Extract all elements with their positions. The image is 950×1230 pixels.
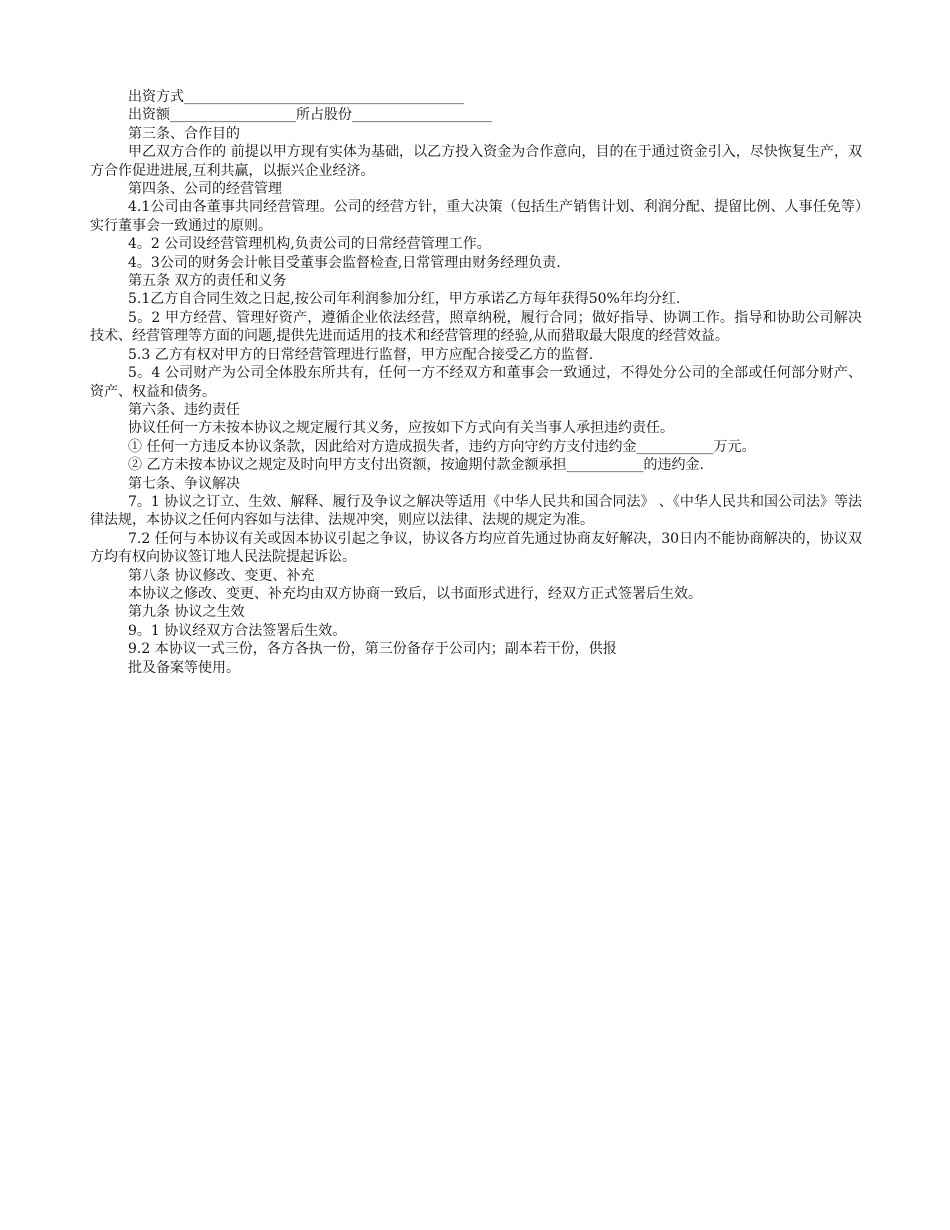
paragraph: 甲乙双方合作的 前提以甲方现有实体为基础，以乙方投入资金为合作意向，目的在于通过资金引入，尽快恢复生产，双方合作促进进展,互利共赢，以振兴企业经济。 (90, 144, 862, 179)
paragraph: 7.2 任何与本协议有关或因本协议引起之争议，协议各方均应首先通过协商友好解决，30日内不能协商解决的，协议双方均有权向协议签订地人民法院提起诉讼。 (90, 530, 862, 566)
paragraph: 5。2 甲方经营、管理好资产，遵循企业依法经营，照章纳税，履行合同；做好指导、协调工作。指导和协助公司解决技术、经营管理等方面的问题,提供先进而适用的技术和经营管理的经验,从而猎取最大限度的经营效益。 (90, 309, 862, 345)
section-heading: 第八条 协议修改、变更、补充 (128, 567, 315, 584)
section-heading: 第三条、合作目的 (128, 125, 240, 142)
section-heading: 第五条 双方的责任和义务 (128, 273, 287, 290)
document-body (90, 88, 862, 677)
paragraph: 协议任何一方未按本协议之规定履行其义务，应按如下方式向有关当事人承担违约责任。 (128, 420, 674, 437)
paragraph: 9。1 协议经双方合法签署后生效。 (128, 622, 347, 639)
list-item: ② 乙方未按本协议之规定及时向甲方支付出资额，按逾期付款金额承担___________的违约金. (128, 457, 704, 474)
paragraph: 4.1公司由各董事共同经营管理。公司的经营方针，重大决策（包括生产销售计划、利润分配、提留比例、人事任免等）实行董事会一致通过的原则。 (90, 199, 862, 234)
paragraph: 批及备案等使用。 (128, 659, 240, 676)
list-item: ① 任何一方违反本协议条款，因此给对方造成损失者，违约方向守约方支付违约金___________万元。 (128, 438, 756, 455)
section-heading: 第九条 协议之生效 (128, 604, 245, 621)
paragraph: 本协议之修改、变更、补充均由双方协商一致后，以书面形式进行，经双方正式签署后生效。 (128, 585, 702, 602)
paragraph: 5.3 乙方有权对甲方的日常经营管理进行监督，甲方应配合接受乙方的监督. (128, 346, 594, 363)
capital-method-line: 出资方式________________________________________ (128, 89, 464, 105)
paragraph: 9.2 本协议一式三份，各方各执一份，第三份备存于公司内；副本若干份，供报 (128, 641, 617, 658)
section-heading: 第四条、公司的经营管理 (128, 181, 282, 198)
section-heading: 第六条、违约责任 (128, 401, 240, 418)
section-heading: 第七条、争议解决 (128, 475, 240, 492)
paragraph: 5.1乙方自合同生效之日起,按公司年利润参加分红，甲方承诺乙方每年获得50%年均分红. (128, 291, 681, 308)
paragraph: 7。1 协议之订立、生效、解释、履行及争议之解决等适用《中华人民共和国合同法》 、《中华人民共和国公司法》等法律法规，本协议之任何内容如与法律、法规冲突，则应以法律、法规的规定为准。 (90, 493, 862, 529)
capital-amount-line: 出资额__________________所占股份____________________ (128, 107, 492, 124)
paragraph: 4。3公司的财务会计帐目受董事会监督检查,日常管理由财务经理负责. (128, 254, 561, 271)
paragraph: 5。4 公司财产为公司全体股东所共有，任何一方不经双方和董事会一致通过，不得处分公司的全部或任何部分财产、资产、权益和债务。 (90, 365, 862, 400)
paragraph: 4。2 公司设经营管理机构,负责公司的日常经营管理工作。 (128, 236, 491, 253)
